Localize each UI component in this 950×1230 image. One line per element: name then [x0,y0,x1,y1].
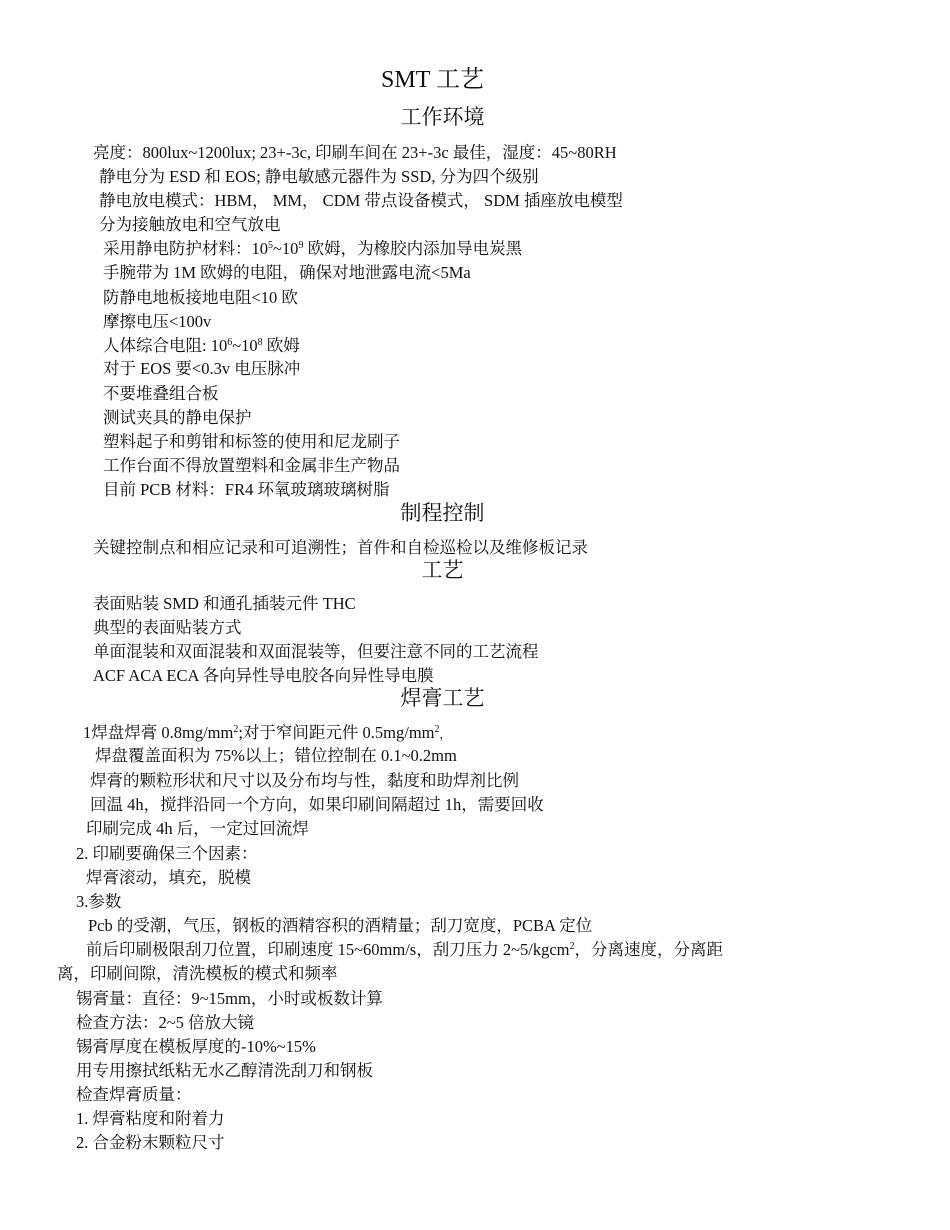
text-line: 防静电地板接地电阻<10 欧 [103,288,298,307]
text-line: 静电放电模式：HBM， MM， CDM 带点设备模式， SDM 插座放电模型 [99,191,623,210]
text-line: 焊盘覆盖面积为 75%以上；错位控制在 0.1~0.2mm [95,746,457,765]
text-fragment: 欧姆 [262,336,300,355]
superscript: 2 [569,941,575,952]
text-line: 3.参数 [76,892,122,911]
text-line: ACF ACA ECA 各向异性导电胶各向异性导电膜 [93,666,434,685]
text-fragment: 采用静电防护材料：10 [103,239,268,258]
text-line: 手腕带为 1M 欧姆的电阻，确保对地泄露电流<5Ma [103,263,471,282]
text-fragment: 欧姆，为橡胶内添加导电炭黑 [303,239,523,258]
text-line: 印刷完成 4h 后，一定过回流焊 [86,819,309,838]
text-line: 表面贴装 SMD 和通孔插装元件 THC [93,594,356,613]
text-line: 检查方法：2~5 倍放大镜 [76,1013,255,1032]
text-line: 锡膏厚度在模板厚度的-10%~15% [76,1037,316,1056]
superscript: 8 [257,337,263,348]
section-heading-solder-paste: 焊膏工艺 [400,686,485,710]
text-fragment: 1焊盘焊膏 0.8mg/mm [83,723,234,742]
section-heading-process-control: 制程控制 [400,501,485,525]
text-fragment: ~10 [232,336,258,355]
superscript: 2 [434,724,440,735]
text-line: 离，印刷间隙，清洗模板的模式和频率 [57,964,338,983]
text-line [83,723,451,745]
text-line [103,336,300,356]
page-title: SMT 工艺 [381,67,484,93]
superscript: 9 [298,240,304,251]
text-line: 2. 印刷要确保三个因素： [76,844,258,863]
text-fragment: ~10 [273,239,299,258]
text-line: 测试夹具的静电保护 [103,408,252,427]
text-line: 锡膏量：直径：9~15mm，小时或板数计算 [76,989,383,1008]
superscript: 2 [233,724,239,735]
text-line: 回温 4h，搅拌沿同一个方向，如果印刷间隔超过 1h，需要回收 [90,795,544,814]
text-fragment: 前后印刷极限刮刀位置，印刷速度 15~60mm/s，刮刀压力 2~5/kgcm [86,940,570,959]
text-fragment: ，分离速度，分离距 [574,940,724,959]
list-item: 1. 焊膏粘度和附着力 [76,1109,225,1128]
text-line: 摩擦电压<100v [103,312,212,331]
text-fragment: 人体综合电阻: 10 [103,336,228,355]
section-heading-craft: 工艺 [421,558,464,582]
text-fragment: ;对于窄间距元件 0.5mg/mm [238,723,435,742]
text-line: 单面混装和双面混装和双面混装等，但要注意不同的工艺流程 [93,642,539,661]
list-item: 2. 合金粉末颗粒尺寸 [76,1133,225,1152]
superscript: 5 [268,240,273,251]
text-line: 检查焊膏质量： [76,1085,192,1104]
text-line: 对于 EOS 要<0.3v 电压脉冲 [103,359,301,378]
text-line: 焊膏滚动，填充，脱模 [86,868,251,887]
text-line: 塑料起子和剪钳和标签的使用和尼龙刷子 [103,432,400,451]
text-line: 工作台面不得放置塑料和金属非生产物品 [103,456,400,475]
text-line [86,940,723,960]
text-fragment: ， [439,729,451,741]
text-line: 焊膏的颗粒形状和尺寸以及分布均与性，黏度和助焊剂比例 [90,771,519,790]
section-heading-work-environment: 工作环境 [400,105,485,129]
text-line: 不要堆叠组合板 [103,384,219,403]
text-line: 关键控制点和相应记录和可追溯性；首件和自检巡检以及维修板记录 [93,538,588,557]
text-line [103,239,522,259]
text-line: 分为接触放电和空气放电 [99,215,281,234]
text-line: Pcb 的受潮，气压，钢板的酒精容积的酒精量；刮刀宽度，PCBA 定位 [88,916,593,935]
text-line: 典型的表面贴装方式 [93,618,242,637]
text-line: 用专用擦拭纸粘无水乙醇清洗刮刀和钢板 [76,1061,373,1080]
text-line: 静电分为 ESD 和 EOS; 静电敏感元器件为 SSD, 分为四个级别 [99,167,539,186]
text-line: 亮度：800lux~1200lux; 23+-3c, 印刷车间在 23+-3c 最佳，湿度：45~80RH [93,143,617,162]
superscript: 6 [227,337,233,348]
text-line: 目前 PCB 材料：FR4 环氧玻璃玻璃树脂 [103,480,390,499]
